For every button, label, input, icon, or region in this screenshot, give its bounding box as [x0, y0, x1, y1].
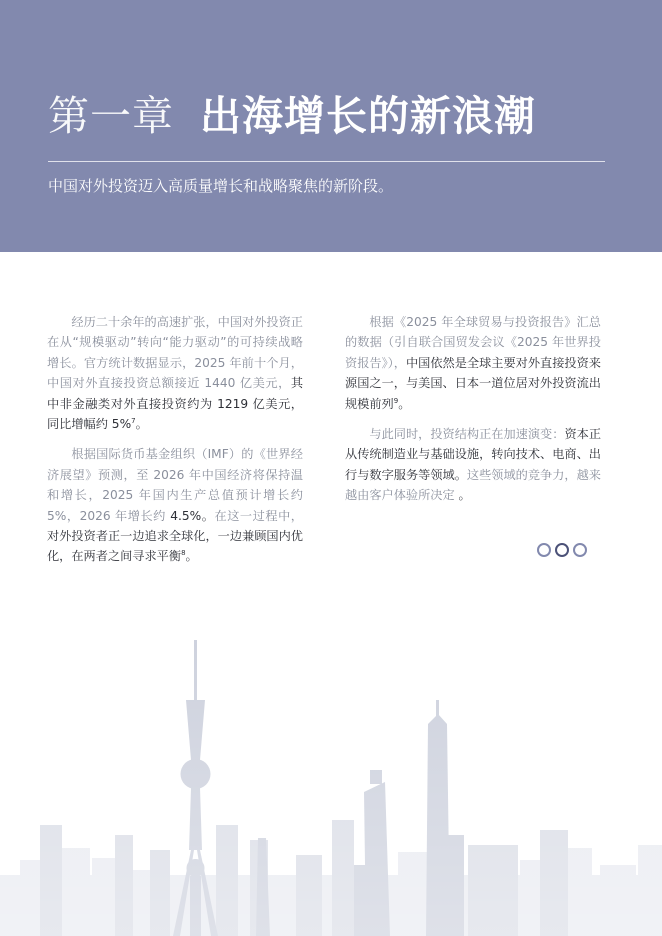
right-paragraph-2 [345, 424, 601, 506]
left-p1-text: 经历二十余年的高速扩张，中国对外投资正在从“规模驱动”转向“能力驱动”的可持续战略增长。官方统计数据显示，2025 年前十个月，中国对外直接投资总额接近 1440 亿美元， [47, 315, 303, 391]
left-p2-highlight: 对外投资者正一边追求全球化，一边兼顾国内优化，在两者之间寻求平衡 [47, 529, 303, 564]
left-p2-end: 。 [185, 549, 198, 564]
left-column [47, 312, 303, 577]
footnote-ref-7: 7 [131, 416, 136, 425]
left-p2-text: 根据国际货币基金组织（IMF）的《世界经济展望》预测，至 2026 年中国经济将保持温和增长，2025 年国内生产总值预计增长约 5%，2026 年增长约 [47, 447, 303, 523]
chapter-subtitle: 中国对外投资迈入高质量增长和战略聚焦的新阶段。 [48, 177, 394, 195]
right-p1-highlight: 中国依然是全球主要对外直接投资来源国之一，与美国、日本一道位居对外投资流出规模前列 [345, 355, 601, 411]
header-divider [48, 161, 605, 162]
ring-icon [573, 543, 587, 557]
left-p2-figure: 4.5%。 [170, 508, 215, 523]
left-p1-end: 。 [135, 417, 148, 432]
chapter-header [0, 0, 662, 252]
right-p2-text: 与此同时，投资结构正在加速演变： [369, 427, 565, 442]
right-p2-end: 。 [454, 488, 471, 503]
decorative-dots [537, 543, 587, 557]
left-paragraph-1 [47, 312, 303, 434]
right-p2-trailing: 这些领域的竞争力，越来越由客户体验所决定 [345, 467, 601, 503]
right-p1-end: 。 [398, 396, 411, 411]
ring-icon [537, 543, 551, 557]
left-p1-highlight: 其中非金融类对外直接投资约为 1219 亿美元，同比增幅约 5% [47, 376, 303, 432]
right-p1-text: 根据《2025 年全球贸易与投资报告》汇总的数据（引自联合国贸发会议《2025 年世界投资报告》）， [345, 315, 601, 370]
right-column [345, 312, 601, 516]
left-p2-transition: 在这一过程中， [214, 508, 303, 523]
city-skyline-image [0, 620, 662, 936]
footnote-ref-9: 9 [393, 396, 399, 405]
left-paragraph-2 [47, 444, 303, 566]
footnote-ref-8: 8 [181, 549, 186, 558]
right-p2-highlight: 资本正从传统制造业与基础设施，转向技术、电商、出行与数字服务等领域。 [345, 427, 602, 482]
right-paragraph-1 [345, 312, 601, 414]
chapter-number: 第一章 [48, 92, 174, 140]
chapter-main-title: 出海增长的新浪潮 [200, 92, 536, 140]
ring-icon [555, 543, 569, 557]
chapter-title [48, 88, 536, 144]
